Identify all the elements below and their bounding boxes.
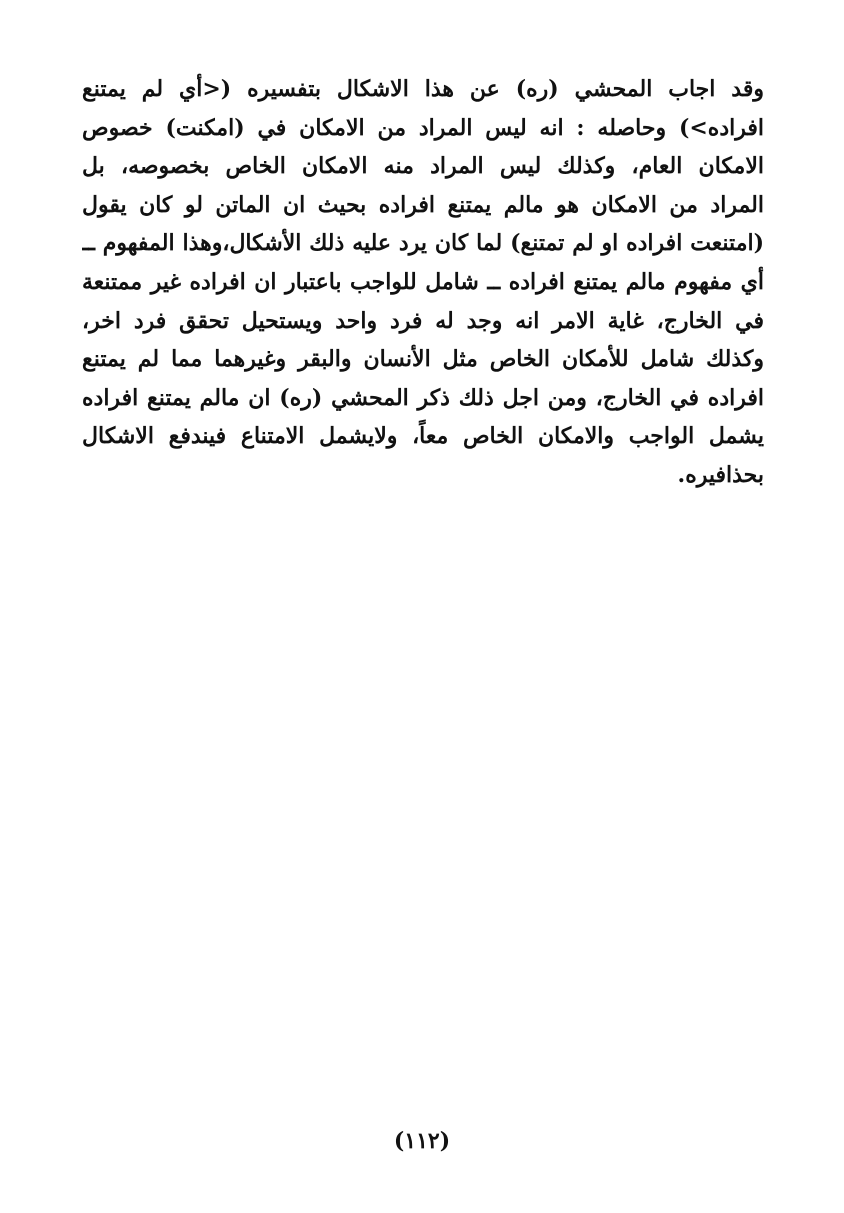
page-number: (١١٢) <box>393 1128 451 1154</box>
text-line: (امتنعت افراده او لم تمتنع) لما كان يرد عليه ذلك الأشكال،وهذا المفهوم ــ <box>82 230 764 257</box>
text-line: وقد اجاب المحشي (ره) عن هذا الاشكال بتفسيره (<أي لم يمتنع <box>82 76 764 102</box>
text-line: افراده في الخارج، ومن اجل ذلك ذكر المحشي (ره) ان مالم يمتنع افراده <box>82 384 764 411</box>
text-line: الامكان العام، وكذلك ليس المراد منه الامكان الخاص بخصوصه، بل <box>82 153 764 180</box>
text-line: وكذلك شامل للأمكان الخاص مثل الأنسان والبقر وغيرهما مما لم يمتنع <box>82 346 764 373</box>
text-line: افراده>) وحاصله : انه ليس المراد من الامكان في (امكنت) خصوص <box>82 114 764 141</box>
text-line: أي مفهوم مالم يمتنع افراده ــ شامل للواجب باعتبار ان افراده غير ممتنعة <box>82 268 764 295</box>
text-line: في الخارج، غاية الامر انه وجد له فرد واحد ويستحيل تحقق فرد اخر، <box>82 307 764 334</box>
text-line: المراد من الامكان هو مالم يمتنع افراده بحيث ان الماتن لو كان يقول <box>82 191 764 218</box>
text-line: بحذافيره. <box>677 461 764 488</box>
body-paragraph <box>82 70 764 495</box>
text-line: يشمل الواجب والامكان الخاص معاً، ولايشمل الامتناع فيندفع الاشكال <box>82 423 764 450</box>
